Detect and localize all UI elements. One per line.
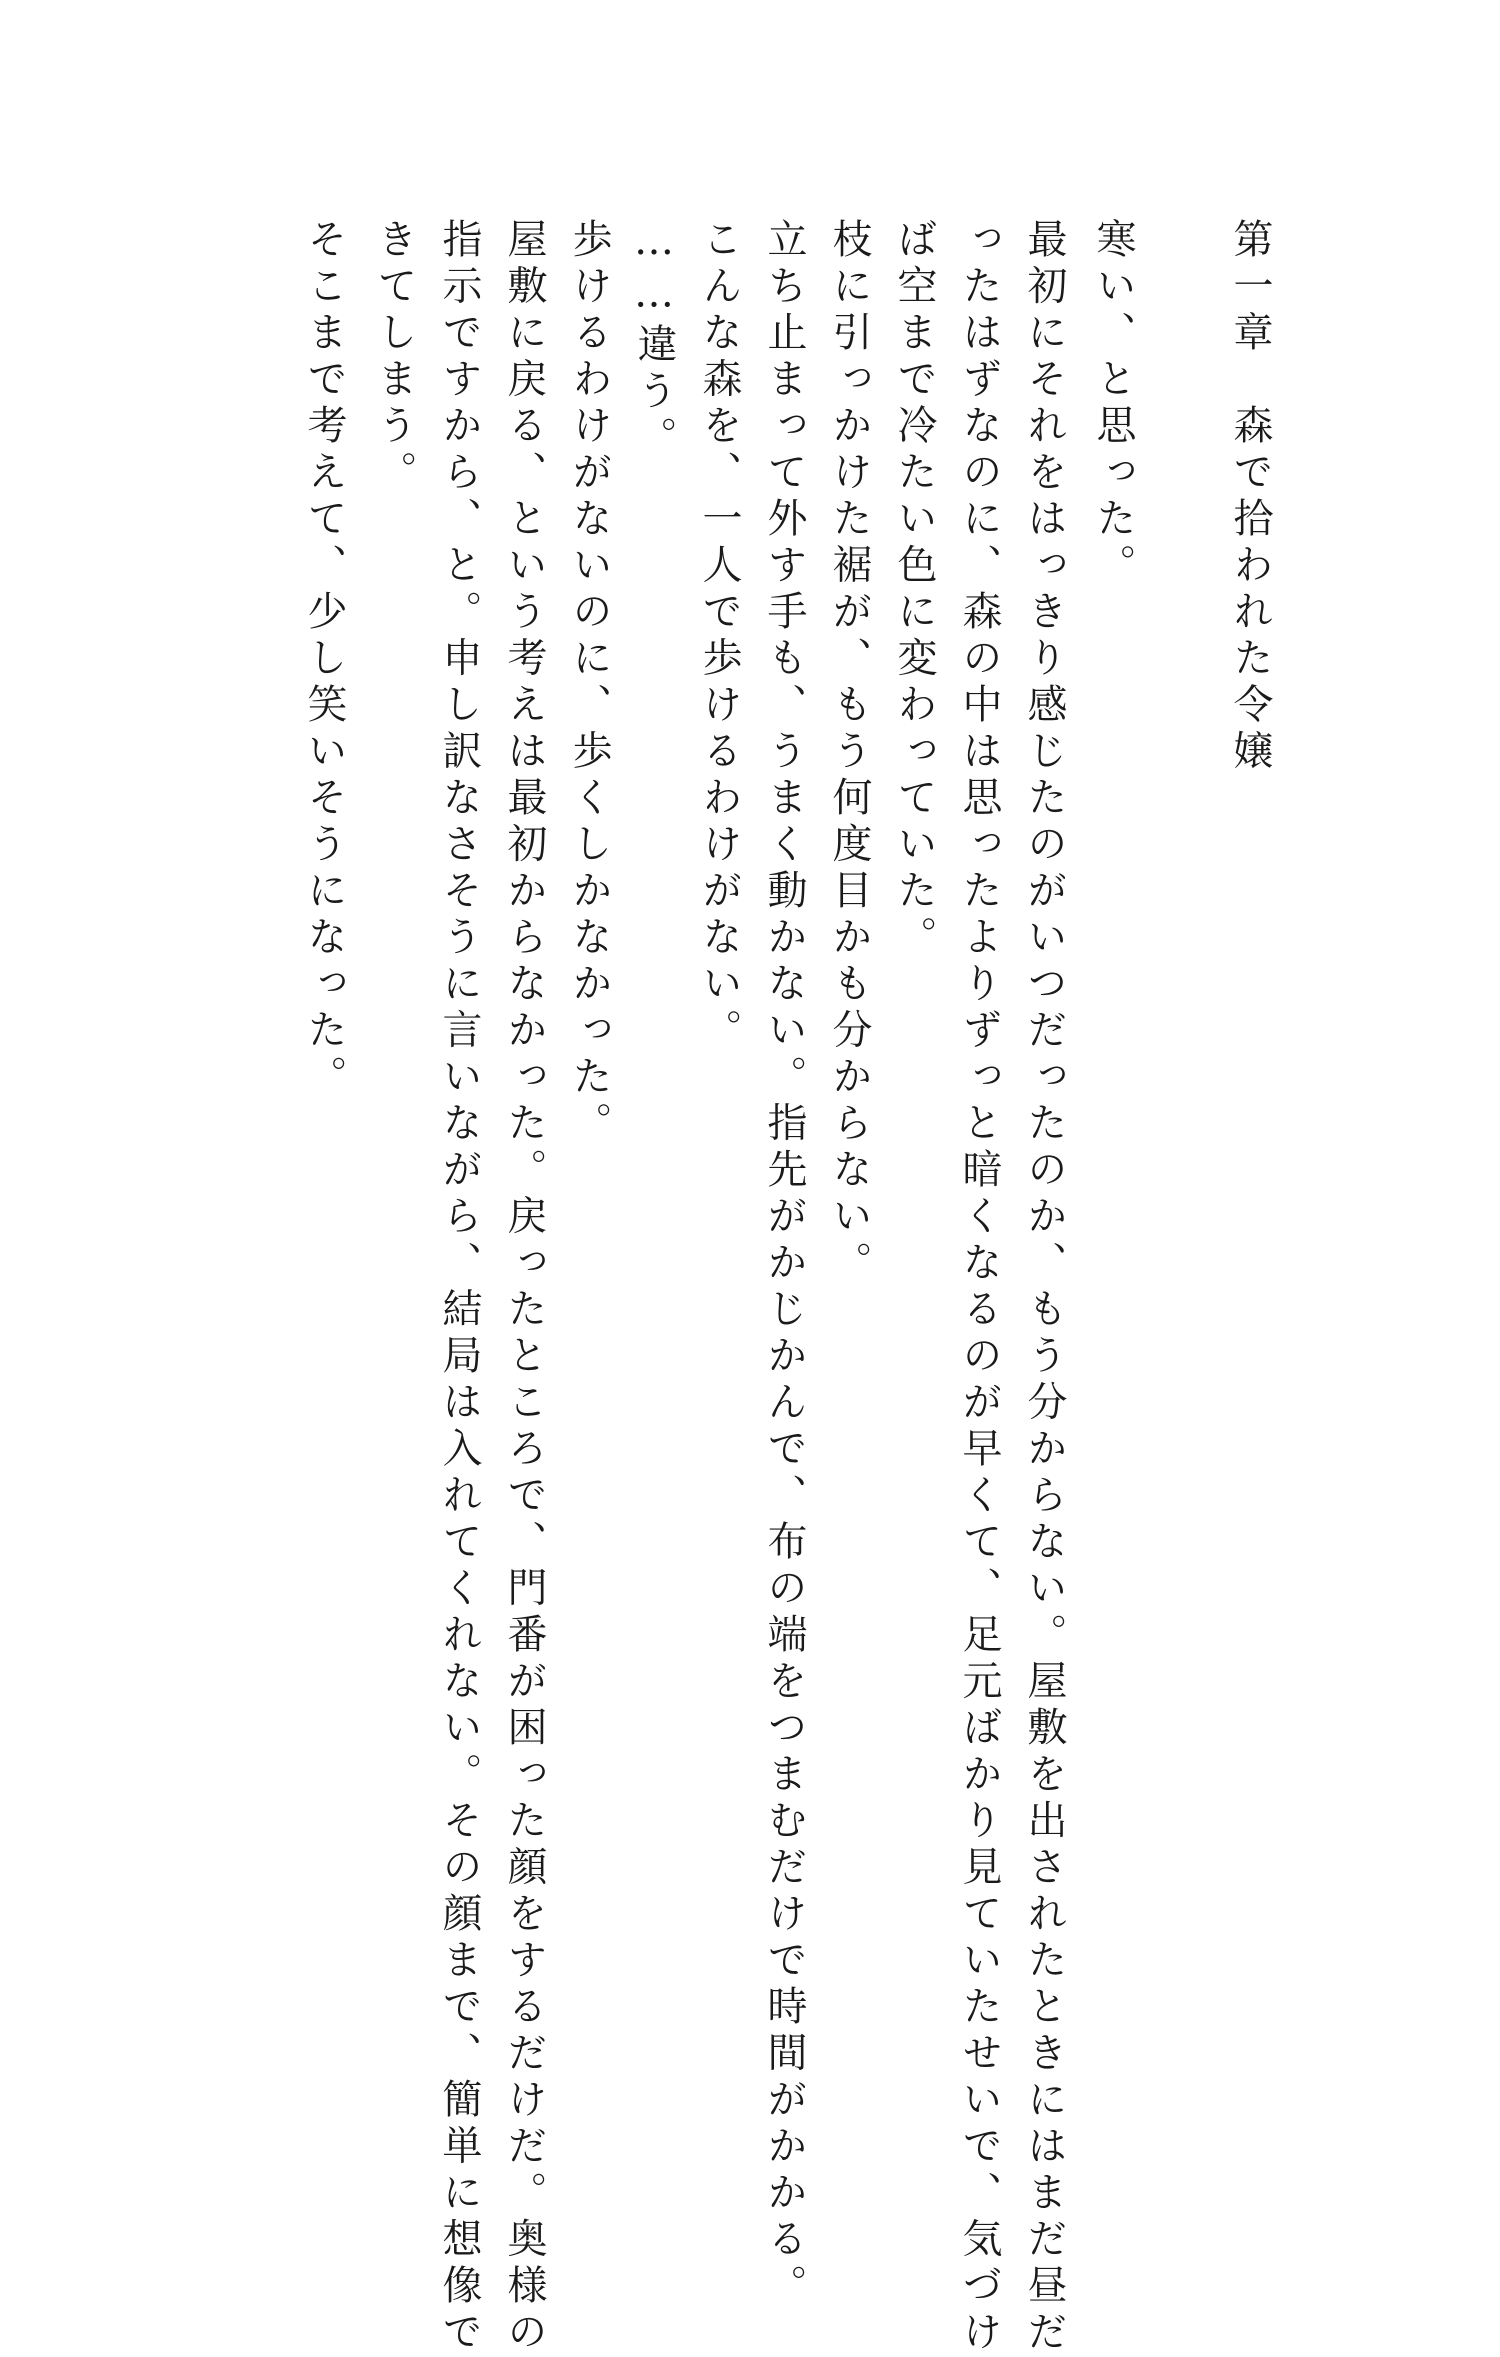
text-column-13: そこまで考えて、少し笑いそうになった。 [301,218,347,1102]
text-column-10: 屋敷に戻る、という考えは最初からなかった。戻ったところで、門番が困った顔をするだけだ。奥様の [501,218,547,2357]
text-column-6: 立ち止まって外す手も、うまく動かない。指先がかじかんで、布の端をつまむだけで時間がかかる。 [761,218,807,2311]
text-column-5: 枝に引っかけた裾が、もう何度目かも分からない。 [826,218,872,1288]
text-column-7: こんな森を、一人で歩けるわけがない。 [696,218,742,1055]
text-column-12: きてしまう。 [371,218,417,497]
text-column-4: ば空まで冷たい色に変わっていた。 [891,218,937,962]
text-column-1: 寒い、と思った。 [1090,218,1136,590]
text-column-2: 最初にそれをはっきり感じたのがいつだったのか、もう分からない。屋敷を出されたときにはまだ昼だ [1021,218,1067,2357]
text-column-3: ったはずなのに、森の中は思ったよりずっと暗くなるのが早くて、足元ばかり見ていたせいで、気づけ [956,218,1002,2357]
chapter-title: 第一章 森で拾われた令嬢 [1227,218,1273,776]
text-column-11: 指示ですから、と。申し訳なさそうに言いながら、結局は入れてくれない。その顔まで、簡単に想像で [436,218,482,2357]
text-column-9: 歩けるわけがないのに、歩くしかなかった。 [566,218,612,1148]
text-column-8: ……違う。 [631,218,677,463]
